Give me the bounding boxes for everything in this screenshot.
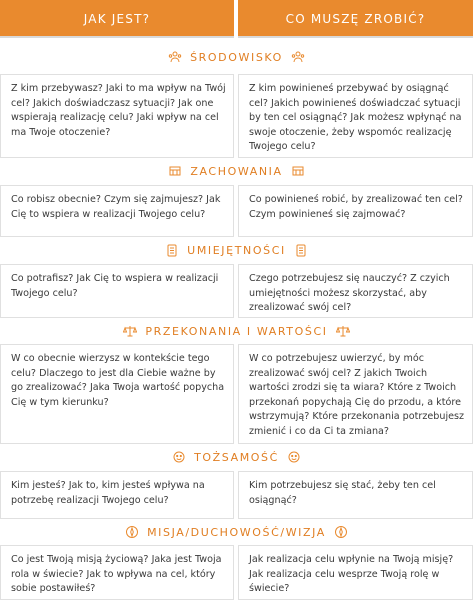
section-title: MISJA/DUCHOWOŚĆ/WIZJA xyxy=(147,525,326,539)
table-row xyxy=(0,74,473,158)
cell-action: Kim potrzebujesz się stać, żeby ten cel osiągnąć? xyxy=(238,471,473,519)
section-heading-behaviours xyxy=(0,158,473,184)
compass-icon xyxy=(334,525,348,539)
scales-icon xyxy=(123,324,137,338)
table-header xyxy=(0,0,473,38)
section-heading-environment xyxy=(0,44,473,70)
table-row xyxy=(0,264,473,318)
tools-icon xyxy=(291,164,305,178)
section-heading-mission xyxy=(0,519,473,545)
table-row xyxy=(0,185,473,237)
table-row xyxy=(0,545,473,600)
people-group-icon xyxy=(291,50,305,64)
face-icon xyxy=(172,450,186,464)
table-row xyxy=(0,344,473,444)
tools-icon xyxy=(168,164,182,178)
section-title: ŚRODOWISKO xyxy=(190,50,283,64)
cell-current: W co obecnie wierzysz w kontekście tego celu? Dlaczego to jest dla Ciebie ważne by go zrealizować? Jaka Twoja wartość popycha Cię w tym kierunku? xyxy=(0,344,234,444)
clipboard-icon xyxy=(165,243,179,257)
cell-action: Z kim powinieneś przebywać by osiągnąć cel? Jakich powinieneś doświadczać sytuacji by ten cel osiągnąć? Jak możesz wpłynąć na swoje otoczenie, żeby wspomóc realizację Twojego celu? xyxy=(238,74,473,158)
scales-icon xyxy=(336,324,350,338)
section-title: TOŻSAMOŚĆ xyxy=(194,450,279,464)
section-title: ZACHOWANIA xyxy=(190,164,283,178)
section-heading-identity xyxy=(0,444,473,470)
compass-icon xyxy=(125,525,139,539)
cell-action: Co powinieneś robić, by zrealizować ten cel? Czym powinieneś się zajmować? xyxy=(238,185,473,237)
clipboard-icon xyxy=(294,243,308,257)
cell-current: Co potrafisz? Jak Cię to wspiera w realizacji Twojego celu? xyxy=(0,264,234,318)
header-current-state: JAK JEST? xyxy=(0,0,234,38)
section-heading-skills xyxy=(0,237,473,263)
face-icon xyxy=(287,450,301,464)
cell-current: Co jest Twoją misją życiową? Jaka jest Twoja rola w świecie? Jak to wpływa na cel, który sobie postawiłeś? xyxy=(0,545,234,600)
cell-action: Jak realizacja celu wpłynie na Twoją misję? Jak realizacja celu wesprze Twoją rolę w świecie? xyxy=(238,545,473,600)
cell-current: Co robisz obecnie? Czym się zajmujesz? Jak Cię to wspiera w realizacji Twojego celu? xyxy=(0,185,234,237)
people-group-icon xyxy=(168,50,182,64)
cell-current: Z kim przebywasz? Jaki to ma wpływ na Twój cel? Jakich doświadczasz sytuacji? Jak one wspierają realizację celu? Jaki wpływ na cel ma Twoje otoczenie? xyxy=(0,74,234,158)
section-title: UMIEJĘTNOŚCI xyxy=(187,243,286,257)
section-title: PRZEKONANIA I WARTOŚCI xyxy=(145,324,328,338)
table-row xyxy=(0,471,473,519)
cell-current: Kim jesteś? Jak to, kim jesteś wpływa na potrzebę realizacji Twojego celu? xyxy=(0,471,234,519)
header-what-to-do: CO MUSZĘ ZROBIĆ? xyxy=(238,0,473,38)
cell-action: Czego potrzebujesz się nauczyć? Z czyich umiejętności możesz skorzystać, aby zrealizować swój cel? xyxy=(238,264,473,318)
cell-action: W co potrzebujesz uwierzyć, by móc zrealizować swój cel? Z jakich Twoich wartości zrodzi się ta wiara? Które z Twoich przekonań popychają Cię do przodu, a które wstrzymują? Które przekonania potrzebujesz zmienić i co da Ci ta zmiana? xyxy=(238,344,473,444)
section-heading-beliefs-values xyxy=(0,318,473,344)
